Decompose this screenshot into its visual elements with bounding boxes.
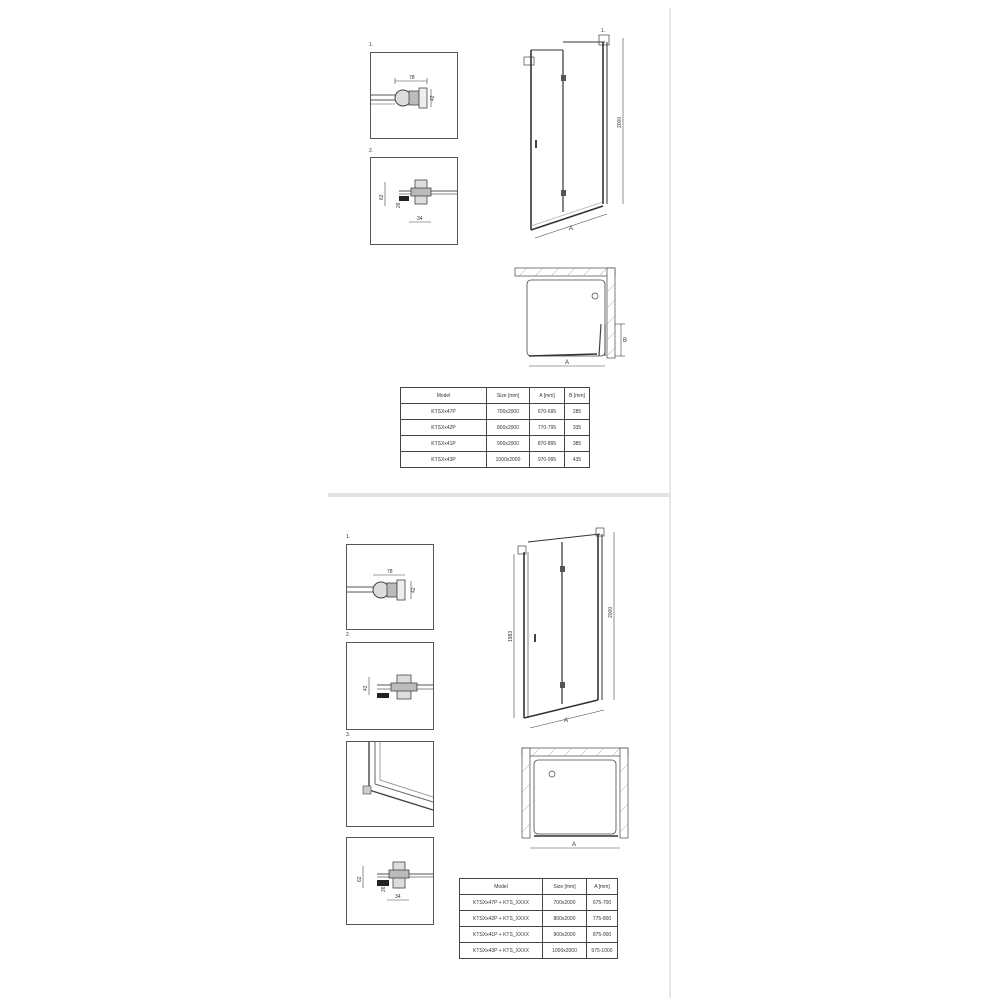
table-cell: KTSXx41P: [401, 436, 487, 452]
detail-2-1-label: 1.: [346, 534, 351, 540]
elevation-2-inner-height: 1983: [508, 630, 514, 642]
detail-2-3-label: 3.: [346, 732, 351, 738]
elevation-1-marker: 1.: [601, 28, 606, 34]
spec-table-2: [459, 878, 618, 959]
table-row: [460, 927, 618, 943]
table-cell: 675-700: [587, 895, 618, 911]
detail-2-2-label: 2.: [346, 632, 351, 638]
detail-2-drawing: [370, 157, 458, 245]
table-header-cell: Model: [460, 879, 543, 895]
table-cell: KTSXx43P + KTS_XXXX: [460, 943, 543, 959]
elevation-2-width-label: A: [564, 718, 569, 724]
detail-1-drawing: [370, 52, 458, 139]
table-header-cell: A [mm]: [587, 879, 618, 895]
table-header-cell: Model: [401, 388, 487, 404]
table-cell: 870-895: [530, 436, 565, 452]
table-cell: 875-900: [587, 927, 618, 943]
detail-2-1-dim-width: 78: [387, 569, 393, 575]
plan-drawing-2: [522, 748, 632, 862]
table-cell: 970-995: [530, 452, 565, 468]
section-separator: [328, 493, 670, 497]
table-cell: 700x2000: [543, 895, 587, 911]
table-row: [460, 911, 618, 927]
detail-2-1-drawing: [346, 544, 434, 630]
detail-2-4-dim-c: 34: [395, 894, 401, 900]
table-cell: 700x2000: [487, 404, 530, 420]
detail-2-1-dim-depth: 42: [411, 587, 417, 593]
plan-1-width-label: A: [565, 360, 570, 366]
detail-1-dim-width: 78: [409, 75, 415, 81]
elevation-drawing-1: [515, 30, 635, 255]
table-header-cell: A [mm]: [530, 388, 565, 404]
plan-drawing-1: [515, 268, 635, 376]
detail-2-dim-b: 26: [396, 202, 402, 208]
detail-2-3-drawing: [346, 741, 434, 827]
table-cell: 800x2000: [487, 420, 530, 436]
detail-2-4-drawing: [346, 837, 434, 925]
detail-2-dim-a: 62: [379, 194, 385, 200]
elevation-drawing-2: [492, 518, 622, 743]
table-cell: KTSXx41P + KTS_XXXX: [460, 927, 543, 943]
table-cell: 800x2000: [543, 911, 587, 927]
table-cell: 335: [565, 420, 590, 436]
table-cell: KTSXx47P + KTS_XXXX: [460, 895, 543, 911]
table-cell: 775-800: [587, 911, 618, 927]
table-cell: 900x2000: [487, 436, 530, 452]
table-cell: KTSXx42P: [401, 420, 487, 436]
plan-2-width-label: A: [572, 842, 577, 848]
table-cell: 975-1000: [587, 943, 618, 959]
table-cell: 1000x2000: [487, 452, 530, 468]
detail-2-2-drawing: [346, 642, 434, 730]
table-cell: 435: [565, 452, 590, 468]
table-header-cell: B [mm]: [565, 388, 590, 404]
elevation-1-width-label: A: [569, 226, 574, 232]
table-cell: KTSXx43P: [401, 452, 487, 468]
detail-1-label: 1.: [369, 42, 374, 48]
table-header-row: [460, 879, 618, 895]
detail-2-2-dim: 42: [363, 685, 369, 691]
table-cell: 670-695: [530, 404, 565, 420]
table-cell: 385: [565, 436, 590, 452]
elevation-1-height: 2000: [617, 116, 623, 128]
page-divider-vertical: [669, 8, 671, 998]
table-header-cell: Size [mm]: [487, 388, 530, 404]
table-cell: 770-795: [530, 420, 565, 436]
plan-1-depth-label: B: [623, 338, 628, 344]
table-row: [401, 436, 590, 452]
table-row: [401, 420, 590, 436]
table-row: [460, 895, 618, 911]
table-row: [460, 943, 618, 959]
detail-2-4-dim-b: 26: [381, 886, 387, 892]
detail-2-4-dim-a: 62: [357, 876, 363, 882]
table-cell: 900x2000: [543, 927, 587, 943]
elevation-2-height: 2000: [608, 606, 614, 618]
table-header-row: [401, 388, 590, 404]
table-cell: KTSXx47P: [401, 404, 487, 420]
detail-1-dim-depth: 42: [430, 95, 436, 101]
table-header-cell: Size [mm]: [543, 879, 587, 895]
table-row: [401, 452, 590, 468]
table-cell: 285: [565, 404, 590, 420]
spec-table-1: [400, 387, 590, 468]
detail-2-label: 2.: [369, 148, 374, 154]
table-row: [401, 404, 590, 420]
detail-2-dim-c: 34: [417, 216, 423, 222]
table-cell: 1000x2000: [543, 943, 587, 959]
table-cell: KTSXx42P + KTS_XXXX: [460, 911, 543, 927]
